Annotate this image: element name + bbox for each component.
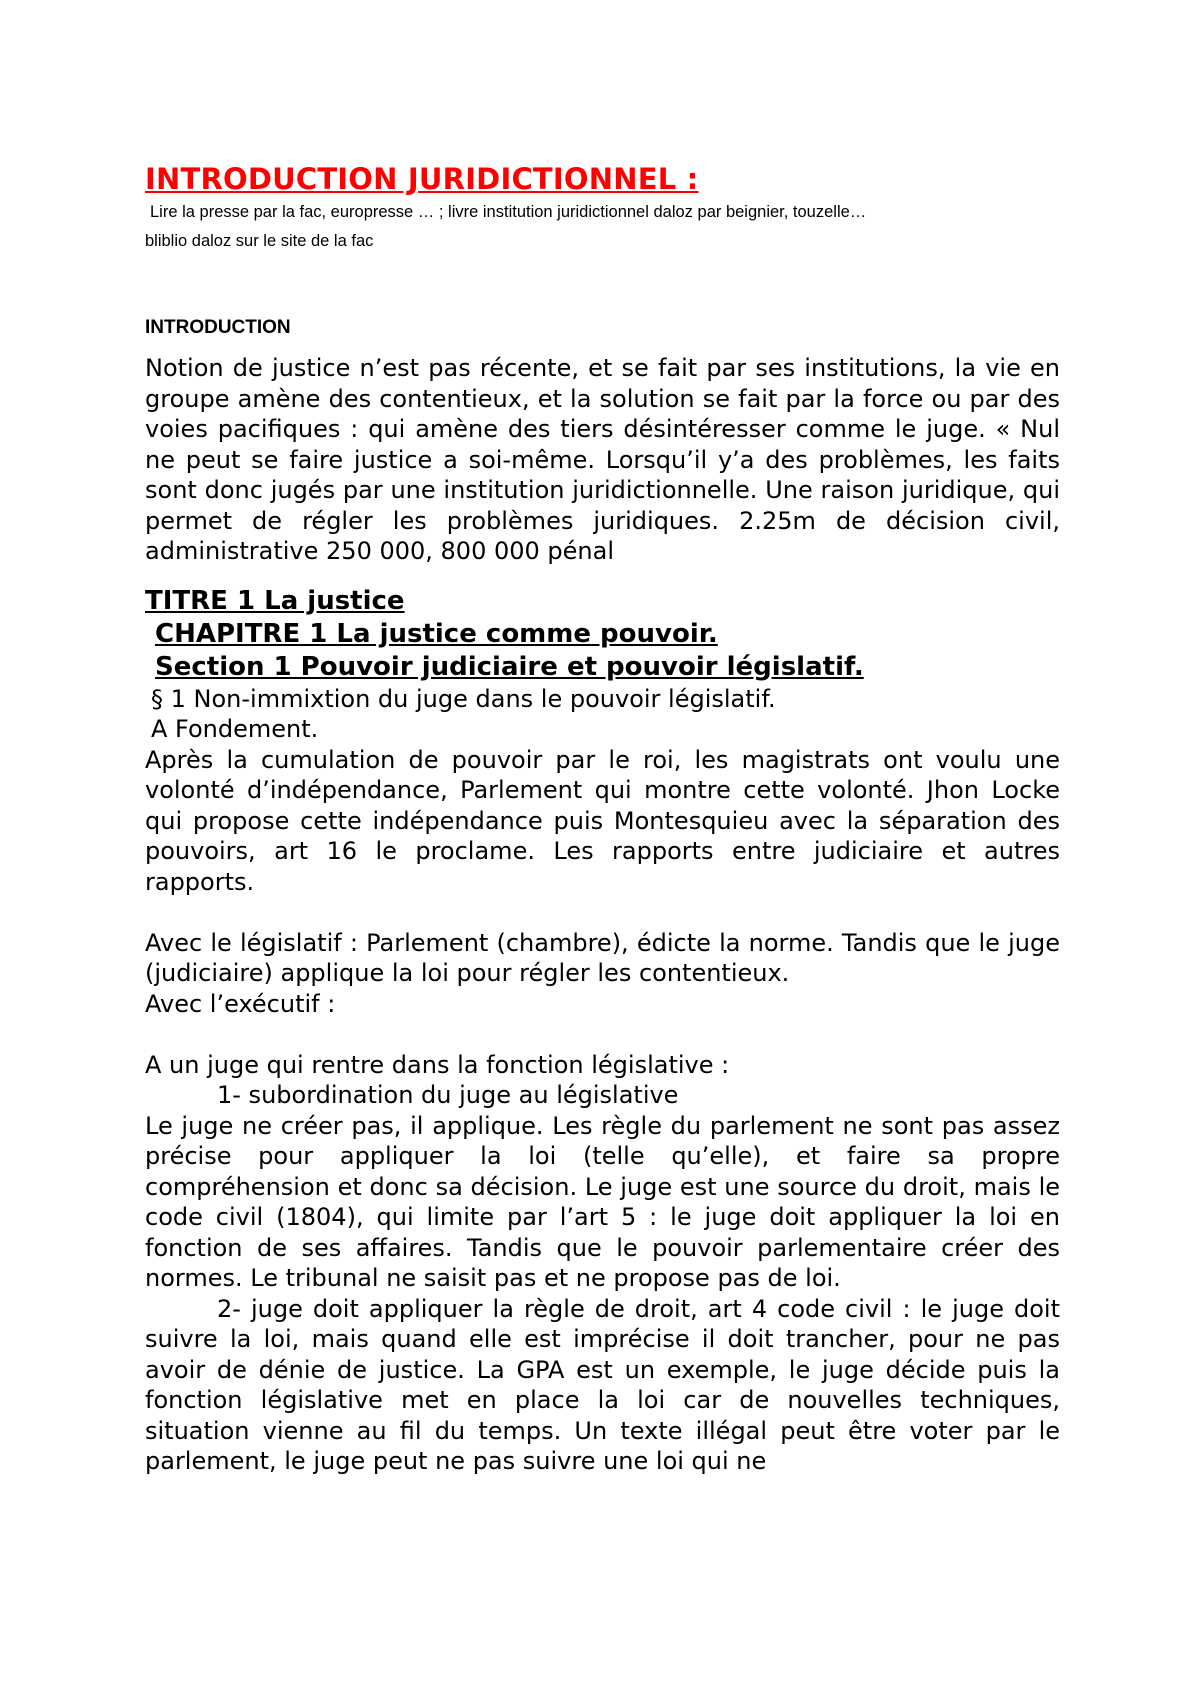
spacer [145,1019,1060,1050]
titre-heading: TITRE 1 La justice [145,585,405,616]
executif-line: Avec l’exécutif : [145,989,336,1018]
item-2-paragraph: 2- juge doit appliquer la règle de droit, art 4 code civil : le juge doit suivre la loi, mais quand elle est imprécise il doit trancher, pour ne pas avoir de dénie de justice. La GPA est un exemple, le juge décide puis la fonction législative met en place la loi car de nouvelles techniques, situation vienne au fil du temps. Un texte illégal peut être voter par le parlement, le juge peut ne pas suivre une loi qui ne [145,1294,1060,1475]
item-1-heading: 1- subordination du juge au législative [217,1081,679,1109]
juge-fonction-line: A un juge qui rentre dans la fonction législative : [145,1050,730,1079]
legislatif-paragraph: Avec le législatif : Parlement (chambre), édicte la norme. Tandis que le juge (judiciaire) applique la loi pour régler les contentieux. [145,928,1060,987]
item-1-paragraph: Le juge ne créer pas, il applique. Les règle du parlement ne sont pas assez précise pour appliquer la loi (telle qu’elle), et faire sa propre compréhension et donc sa décision. Le juge est une source du droit, mais le code civil (1804), qui limite par l’art 5 : le juge doit appliquer la loi en fonction de ses affaires. Tandis que le pouvoir parlementaire créer des normes. Le tribunal ne saisit pas et ne propose pas de loi. [145,1111,1060,1292]
chapitre-heading: CHAPITRE 1 La justice comme pouvoir. [155,618,718,649]
document-page [145,160,1060,1477]
document-title: INTRODUCTION JURIDICTIONNEL : [145,162,699,196]
section-heading: Section 1 Pouvoir judiciaire et pouvoir législatif. [155,651,864,682]
reading-note [145,198,1060,256]
paragraph-mark-heading: § 1 Non-immixtion du juge dans le pouvoir législatif. [151,684,776,713]
subheading-fondement: A Fondement. [151,715,319,743]
introduction-heading: INTRODUCTION [145,317,291,338]
introduction-paragraph: Notion de justice n’est pas récente, et se fait par ses institutions, la vie en groupe amène des contentieux, et la solution se fait par la force ou par des voies pacifiques : qui amène des tiers désintéresser comme le juge. « Nul ne peut se faire justice a soi-même. Lorsqu’il y’a des problèmes, les faits sont donc jugés par une institution juridictionnelle. Une raison juridique, qui permet de régler les problèmes juridiques. 2.25m de décision civil, administrative 250 000, 800 000 pénal [145,354,1060,565]
reading-note-line-1: Lire la presse par la fac, europresse … ; livre institution juridictionnel daloz par beignier, touzelle… [150,203,867,221]
fondement-paragraph: Après la cumulation de pouvoir par le roi, les magistrats ont voulu une volonté d’indépendance, Parlement qui montre cette volonté. Jhon Locke qui propose cette indépendance puis Montesquieu avec la séparation des pouvoirs, art 16 le proclame. Les rapports entre judiciaire et autres rapports. [145,745,1060,896]
spacer [145,897,1060,928]
reading-note-line-2: bliblio daloz sur le site de la fac [145,232,374,250]
